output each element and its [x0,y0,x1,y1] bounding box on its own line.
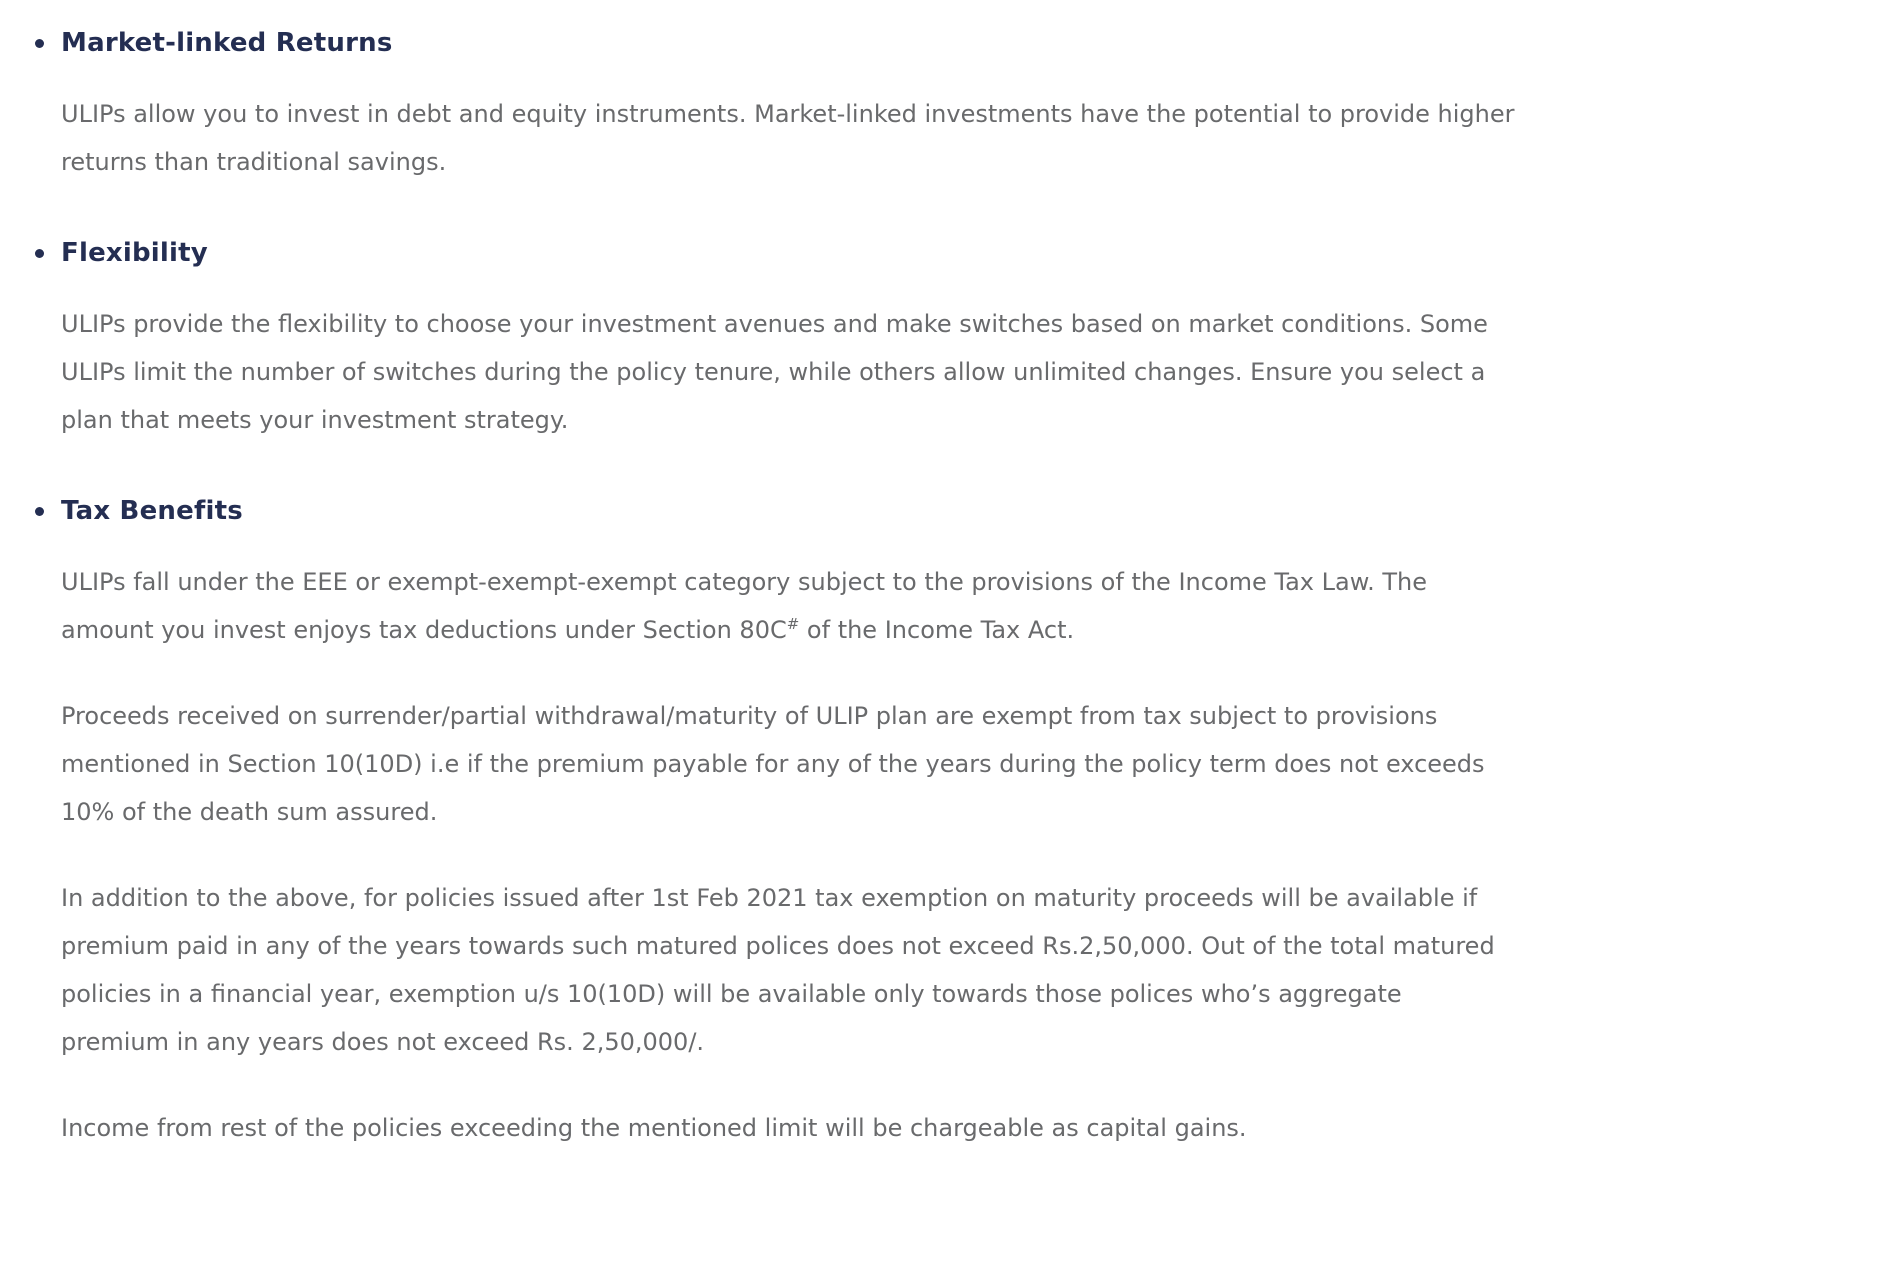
section-market-linked-returns [61,26,1846,186]
bullet-icon [35,39,44,48]
bullet-icon [35,507,44,516]
paragraph: ULIPs provide the flexibility to choose your investment avenues and make switches based on market conditions. Some ULIPs limit the number of switches during the policy tenure, while others allow unlimited changes. Ensure you select a plan that meets your investment strategy. [61,310,1488,434]
section-tax-benefits [61,494,1846,1152]
heading-row [61,236,1846,270]
paragraph-text-before-superscript: ULIPs fall under the EEE or exempt-exempt-exempt category subject to the provisions of the Income Tax Law. The amount you invest enjoys tax deductions under Section 80C [61,568,1428,644]
paragraph-text-after-superscript: of the Income Tax Act. [799,616,1075,644]
paragraph: Income from rest of the policies exceeding the mentioned limit will be chargeable as capital gains. [61,1114,1247,1142]
section-heading: Tax Benefits [61,496,243,526]
paragraph: In addition to the above, for policies issued after 1st Feb 2021 tax exemption on maturity proceeds will be available if premium paid in any of the years towards such matured polices does not exceed Rs.2,50,000. Out of the total matured policies in a financial year, exemption u/s 10(10D) will be available only towards those polices who’s aggregate premium in any years does not exceed Rs. 2,50,000/. [61,884,1495,1056]
bullet-icon [35,249,44,258]
section-heading: Market-linked Returns [61,28,393,58]
paragraph [61,558,1516,654]
paragraph: ULIPs allow you to invest in debt and equity instruments. Market-linked investments have the potential to provide higher returns than traditional savings. [61,100,1515,176]
section-heading: Flexibility [61,238,208,268]
heading-row [61,494,1846,528]
superscript-hash-marker: # [786,615,800,633]
heading-row [61,26,1846,60]
paragraph: Proceeds received on surrender/partial withdrawal/maturity of ULIP plan are exempt from tax subject to provisions mentioned in Section 10(10D) i.e if the premium payable for any of the years during the policy term does not exceeds 10% of the death sum assured. [61,702,1485,826]
section-flexibility [61,236,1846,444]
